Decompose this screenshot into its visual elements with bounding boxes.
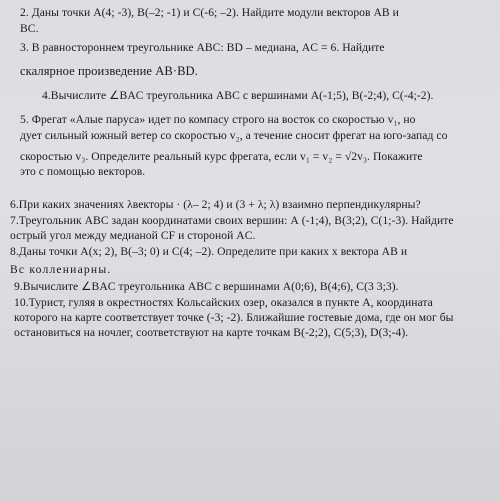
problem-8-line-1: 8.Даны точки A(x; 2), B(–3; 0) и C(4; –2). Определите при каких x вектора AB и [10,245,408,258]
problem-7-line-1: 7.Треугольник АВС задан координатами своих вершин: А (-1;4), В(3;2), С(1;-3). Найдите [10,214,454,227]
problem-7-line-2: острый угол между медианой CF и стороной AC. [10,229,256,242]
problem-10-line-2: которого на карте соответствует точке (-3; -2). Ближайшие гостевые дома, где он мог бы [14,311,454,324]
problem-9-line-1: 9.Вычислите ∠BAC треугольника ABC с вершинами A(0;6), B(4;6), C(3 3;3). [14,280,399,293]
problem-5-line-1: 5. Фрегат «Алые паруса» идет по компасу строго на восток со скоростью v₁, но [20,113,416,126]
problem-8-line-2: Вс коллениарны. [10,263,112,276]
problem-5-line-3: скоростью v₃. Определите реальный курс фрегата, если v₁ = v₂ = √2v₃. Покажите [20,150,423,163]
problem-2-line-2: BC. [20,22,39,35]
problem-3-line-1: 3. В равностороннем треугольнике ABC: BD – медиана, AC = 6. Найдите [20,41,385,54]
problem-10-line-1: 10.Турист, гуляя в окрестностях Кольсайских озер, оказался в пункте А, координата [14,296,433,309]
problem-5-line-2: дует сильный южный ветер со скоростью v₂, а течение сносит фрегат на юго-запад со [20,129,448,142]
problem-2-line-1: 2. Даны точки A(4; -3), B(–2; -1) и C(-6; –2). Найдите модули векторов AB и [20,6,399,19]
problem-10-line-3: остановиться на ночлег, соответствуют на карте точкам В(-2;2), С(5;3), D(3;-4). [14,326,409,339]
problem-3-line-2: скалярное произведение AB·BD. [20,64,198,78]
problem-6-line-1: 6.При каких значениях λвекторы · (λ– 2; 4) и (3 + λ; λ) взаимно перпендикулярны? [10,198,421,211]
problem-5-line-4: это с помощью векторов. [20,165,146,178]
problem-4-line-1: 4.Вычислите ∠BAC треугольника ABC с вершинами A(-1;5), B(-2;4), C(-4;-2). [42,89,434,102]
